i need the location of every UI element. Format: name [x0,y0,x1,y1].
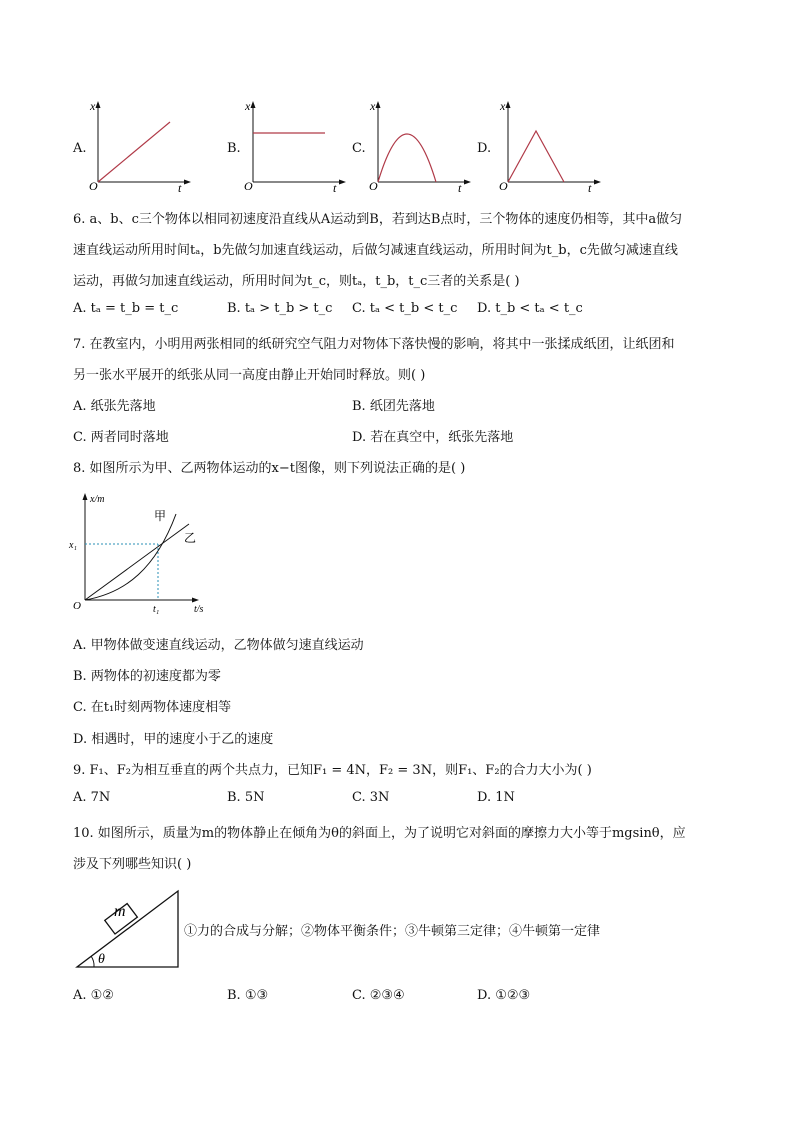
q5-label-b: B. [227,141,241,156]
q7-line1: 7. 在教室内，小明用两张相同的纸研究空气阻力对物体下落快慢的影响，将其中一张揉成纸团，让纸团和 [73,337,675,352]
q9-option-a[interactable]: A. 7N [73,790,111,805]
q5d-t-label: t [588,181,592,194]
q6-line2: 速直线运动所用时间tₐ，b先做匀加速直线运动，后做匀减速直线运动，所用时间为t_b，c先做匀减速直线 [73,243,678,258]
q8-label-yi: 乙 [184,531,197,545]
q9-option-d[interactable]: D. 1N [477,790,515,805]
q5b-t-label: t [333,181,337,194]
q9-option-c[interactable]: C. 3N [352,790,390,805]
q10-line2: 涉及下列哪些知识( ) [73,857,192,872]
q5-graph-b [241,98,351,194]
q5-label-c: C. [352,141,366,156]
q5c-curve [378,134,436,182]
q5b-origin: O [244,179,253,193]
q6-option-a[interactable]: A. tₐ = t_b = t_c [73,301,179,316]
q6-line1: 6. a、b、c三个物体以相同初速度沿直线从A运动到B，若到达B点时，三个物体的速度仍相等，其中a做匀 [73,212,683,227]
q8-x-mark: t₁ [153,604,160,615]
q8-y-label: x/m [90,494,105,505]
q8-line-yi [85,524,189,600]
q5c-origin: O [369,179,378,193]
q5d-x-label: x [500,99,506,113]
q8-option-d[interactable]: D. 相遇时，甲的速度小于乙的速度 [73,732,274,747]
q10-angle-arc [91,956,94,967]
q7-line2: 另一张水平展开的纸张从同一高度由静止开始同时释放。则( ) [73,368,426,383]
q5a-origin: O [89,179,98,193]
q8-xt-graph [66,488,216,616]
q8-origin: O [73,600,81,612]
q8-line1: 8. 如图所示为甲、乙两物体运动的x−t图像，则下列说法正确的是( ) [73,461,466,476]
q10-line1: 10. 如图所示，质量为m的物体静止在倾角为θ的斜面上，为了说明它对斜面的摩擦力大小等于mgsinθ，应 [73,826,686,841]
q6-option-c[interactable]: C. tₐ < t_b < t_c [352,301,458,316]
q8-option-b[interactable]: B. 两物体的初速度都为零 [73,669,221,684]
q7-option-a[interactable]: A. 纸张先落地 [73,399,156,414]
q10-incline [77,891,178,967]
q6-option-b[interactable]: B. tₐ > t_b > t_c [227,301,333,316]
q5-label-a: A. [73,141,87,156]
q5a-x-label: x [90,99,96,113]
q7-option-b[interactable]: B. 纸团先落地 [352,399,435,414]
q10-mass-label: m [114,903,126,920]
q8-label-jia: 甲 [154,509,167,523]
q5c-x-label: x [370,99,376,113]
q10-option-b[interactable]: B. ①③ [227,988,269,1003]
q5b-x-label: x [245,99,251,113]
q10-incline-figure [72,885,184,971]
q6-option-d[interactable]: D. t_b < tₐ < t_c [477,301,583,316]
q10-option-d[interactable]: D. ①②③ [477,988,531,1003]
q10-angle-label: θ [98,952,105,967]
q8-option-c[interactable]: C. 在t₁时刻两物体速度相等 [73,700,232,715]
q5d-curve [508,131,564,182]
q10-option-a[interactable]: A. ①② [73,988,114,1003]
q5-label-d: D. [477,141,492,156]
q10-knowledge-list: ①力的合成与分解；②物体平衡条件；③牛顿第三定律；④牛顿第一定律 [184,924,601,939]
q7-option-c[interactable]: C. 两者同时落地 [73,430,169,445]
q5c-t-label: t [458,181,462,194]
q8-curve-jia [85,514,176,600]
q10-option-c[interactable]: C. ②③④ [352,988,405,1003]
q5a-t-label: t [178,181,182,194]
q5-graph-d [496,98,606,194]
q9-line1: 9. F₁、F₂为相互垂直的两个共点力，已知F₁ = 4N，F₂ = 3N，则F₁、F₂的合力大小为( ) [73,763,592,778]
q5-graph-a [86,98,196,194]
q8-option-a[interactable]: A. 甲物体做变速直线运动，乙物体做匀速直线运动 [73,638,364,653]
q9-option-b[interactable]: B. 5N [227,790,265,805]
q5a-curve [98,122,170,182]
q6-line3: 运动，再做匀加速直线运动，所用时间为t_c，则tₐ，t_b，t_c三者的关系是( ) [73,274,520,289]
q8-y-mark: x₁ [69,540,77,551]
q5-graph-c [366,98,476,194]
q5d-origin: O [499,179,508,193]
q8-x-label: t/s [194,604,204,615]
q7-option-d[interactable]: D. 若在真空中，纸张先落地 [352,430,514,445]
